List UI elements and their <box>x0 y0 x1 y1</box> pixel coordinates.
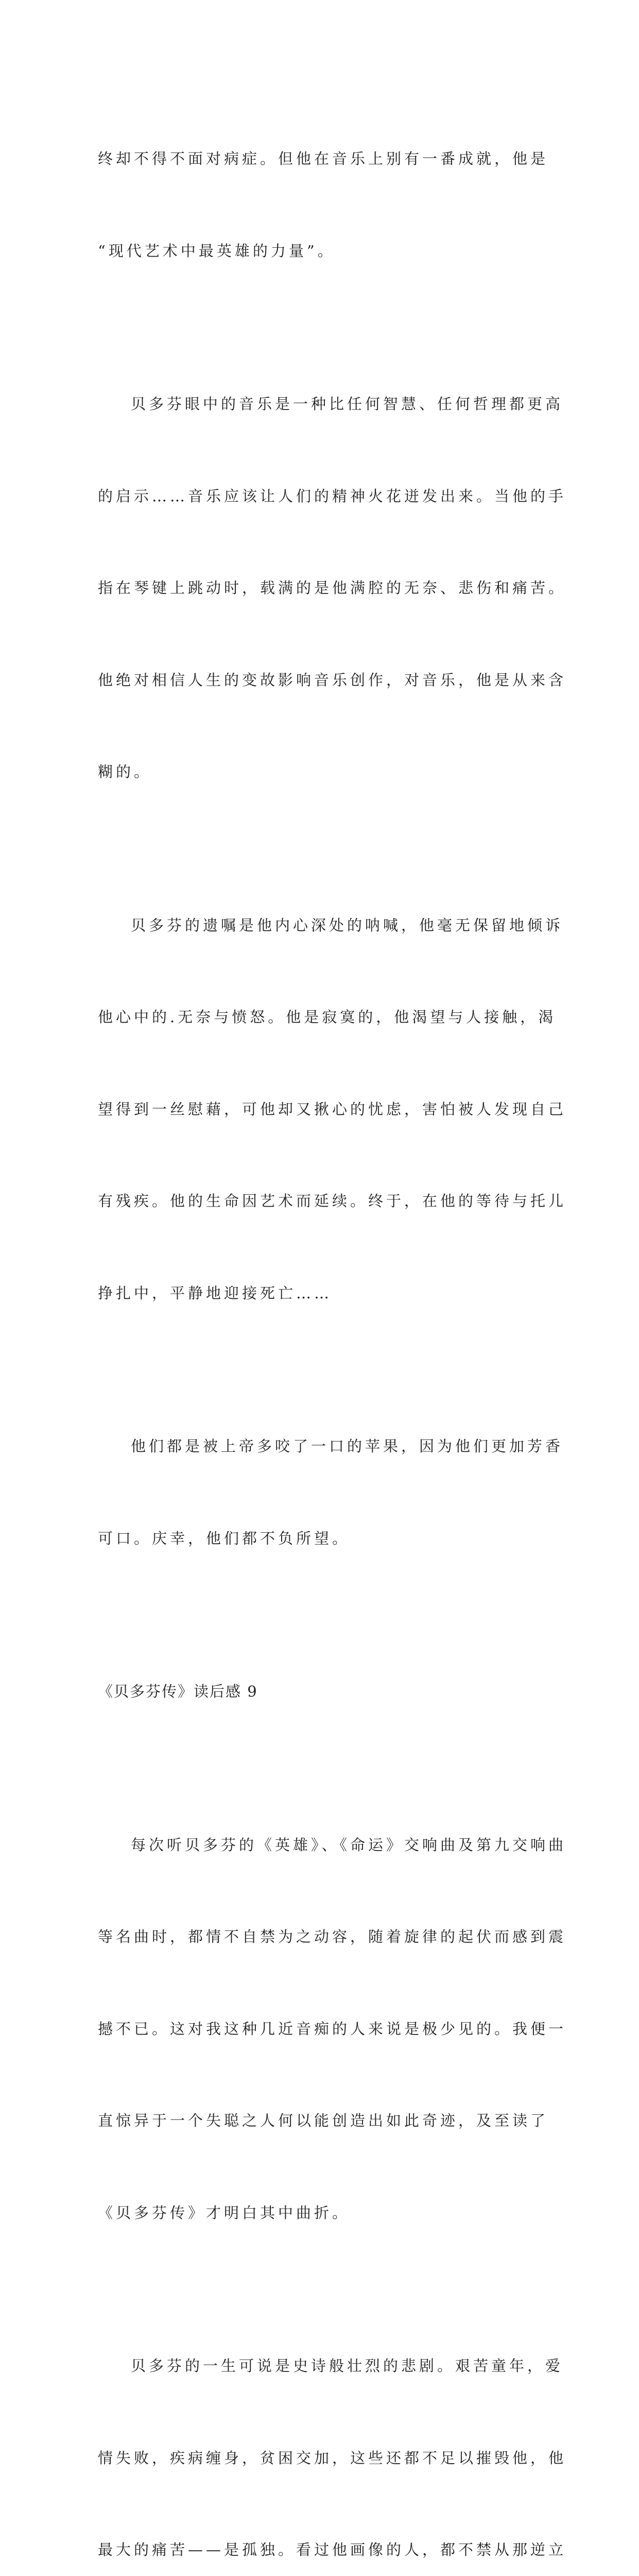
text-line: 指在琴键上跳动时，载满的是他满腔的无奈、悲伤和痛苦。 <box>98 579 567 597</box>
text-line: 望得到一丝慰藉，可他却又揪心的忧虑，害怕被人发现自己 <box>98 1100 567 1118</box>
text-line: 他们都是被上帝多咬了一口的苹果，因为他们更加芳香 <box>131 1437 564 1455</box>
paragraph <box>98 2290 567 2576</box>
text-line: 最大的痛苦——是孤独。看过他画像的人，都不禁从那逆立 <box>98 2541 567 2558</box>
text-line: 等名曲时，都情不自禁为之动容，随着旋律的起伏而感到震 <box>98 1928 567 1945</box>
paragraph <box>98 849 567 1370</box>
text-line: 贝多芬眼中的音乐是一种比任何智慧、任何哲理都更高 <box>131 395 564 413</box>
text-line: 贝多芬的遗嘱是他内心深处的呐喊，他毫无保留地倾诉 <box>131 916 564 934</box>
text-line: 挣扎中，平静地迎接死亡…… <box>98 1284 333 1302</box>
text-line: 贝多芬的一生可说是史诗般壮烈的悲剧。艰苦童年，爱 <box>131 2357 564 2375</box>
paragraph <box>98 1769 567 2290</box>
text-line: 直惊异于一个失聪之人何以能创造出如此奇迹，及至读了 <box>98 2112 549 2129</box>
text-line: 每次听贝多芬的《英雄》、《命运》交响曲及第九交响曲 <box>131 1836 567 1854</box>
heading-line: 《贝多芬传》读后感 9 <box>98 1683 258 1700</box>
paragraph <box>98 328 567 849</box>
text-line: 《贝多芬传》才明白其中曲折。 <box>98 2204 351 2222</box>
text-line: 糊的。 <box>98 763 152 781</box>
section-heading <box>98 1615 546 1769</box>
text-line: “现代艺术中最英雄的力量”。 <box>98 242 336 260</box>
text-line: 他绝对相信人生的变故影响音乐创作，对音乐，他是从来含 <box>98 671 567 689</box>
text-line: 有残疾。他的生命因艺术而延续。终于，在他的等待与托儿 <box>98 1192 567 1210</box>
paragraph <box>98 82 549 328</box>
text-line: 撼不已。这对我这种几近音痴的人来说是极少见的。我便一 <box>98 2020 567 2038</box>
text-line: 情失败，疾病缠身，贫困交加，这些还都不足以摧毁他，他 <box>98 2449 567 2467</box>
text-line: 可口。庆幸，他们都不负所望。 <box>98 1529 351 1547</box>
paragraph <box>98 1370 564 1615</box>
text-line: 的启示……音乐应该让人们的精神火花迸发出来。当他的手 <box>98 487 567 505</box>
text-line: 终却不得不面对病症。但他在音乐上别有一番成就，他是 <box>98 150 549 167</box>
text-line: 他心中的.无奈与愤怒。他是寂寞的，他渴望与人接触，渴 <box>98 1008 557 1026</box>
document-body <box>98 82 567 2576</box>
